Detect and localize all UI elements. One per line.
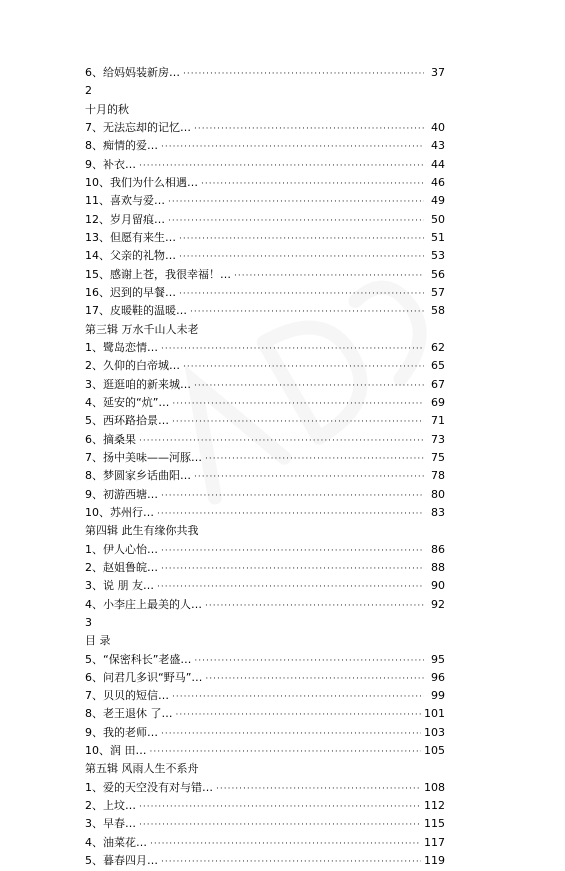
dot-leader [201,175,424,193]
toc-entry-title: 8、梦圆家乡话曲阳… [85,469,191,483]
section-heading: 目 录 [85,634,111,648]
toc-page-number: 80 [431,487,445,501]
toc-entry-title: 17、皮暖鞋的温暖… [85,304,187,318]
toc-entry-title: 12、岁月留痕… [85,212,165,226]
dot-leader [172,688,424,706]
toc-entry [85,284,445,302]
dot-leader [157,578,424,596]
toc-entry [85,651,445,669]
toc-entry [85,229,445,247]
toc-entry [85,705,445,723]
dot-leader [216,780,421,798]
toc-entry [85,192,445,210]
toc-entry-title: 5、西环路拾景… [85,414,169,428]
dot-leader [179,230,424,248]
toc-entry [85,596,445,614]
toc-page-number: 95 [431,652,445,666]
toc-entry-title: 10、润 田… [85,744,147,758]
dot-leader [205,597,424,615]
toc-page-number: 96 [431,670,445,684]
toc-entry [85,412,445,430]
toc-page-number: 69 [431,395,445,409]
toc-page-number: 44 [431,157,445,171]
dot-leader [179,248,424,266]
dot-leader [234,267,424,285]
toc-page-number: 57 [431,285,445,299]
toc-page-number: 46 [431,175,445,189]
toc-entry-title: 7、无法忘却的记忆… [85,120,191,134]
toc-entry [85,486,445,504]
toc-entry-title: 8、痴情的爱… [85,139,158,153]
dot-leader [194,120,424,138]
dot-leader [183,65,424,83]
toc-entry [85,669,445,687]
dot-leader [205,670,424,688]
dot-leader [190,303,424,321]
toc-entry [85,852,445,870]
dot-leader [176,706,422,724]
toc-entry [85,302,445,320]
toc-entry-title: 4、小李庄上最美的人… [85,597,202,611]
dot-leader [168,212,424,230]
toc-entry-title: 9、补衣… [85,157,136,171]
dot-leader [139,798,421,816]
dot-leader [172,413,424,431]
toc-page-number: 65 [431,359,445,373]
toc-page-number: 88 [431,560,445,574]
toc-entry-title: 9、初游西塘… [85,487,158,501]
toc-entry [85,467,445,485]
table-of-contents [85,64,445,870]
toc-entry [85,504,445,522]
toc-page-number: 101 [424,707,445,721]
toc-page-number: 73 [431,432,445,446]
toc-entry-title: 13、但愿有来生… [85,230,176,244]
toc-page-number: 75 [431,450,445,464]
page-marker: 2 [85,84,92,98]
toc-entry [85,137,445,155]
dot-leader [161,487,424,505]
dot-leader [161,853,421,871]
page-marker: 3 [85,615,92,629]
toc-entry [85,724,445,742]
toc-entry-title: 2、上坟… [85,799,136,813]
toc-entry-title: 15、感谢上苍，我很幸福！… [85,267,231,281]
toc-page-number: 108 [424,780,445,794]
toc-entry [85,449,445,467]
toc-page-number: 86 [431,542,445,556]
section-heading: 第三辑 万水千山人未老 [85,322,199,336]
toc-entry-title: 10、苏州行… [85,505,154,519]
toc-entry-title: 1、爱的天空没有对与错… [85,780,213,794]
dot-leader [168,193,424,211]
toc-entry [85,376,445,394]
toc-entry [85,339,445,357]
toc-entry [85,742,445,760]
dot-leader [157,505,424,523]
dot-leader [194,377,424,395]
toc-entry-title: 11、喜欢与爱… [85,194,165,208]
toc-entry [85,211,445,229]
toc-page-number: 92 [431,597,445,611]
toc-entry [85,834,445,852]
dot-leader [172,395,424,413]
toc-entry [85,431,445,449]
dot-leader [150,835,421,853]
toc-entry-title: 16、迟到的早餐… [85,285,176,299]
section-heading: 第五辑 风雨人生不系舟 [85,762,199,776]
section-heading: 十月的秋 [85,102,129,116]
toc-page-number: 62 [431,340,445,354]
toc-entry [85,266,445,284]
toc-entry-title: 3、逛逛咱的新来城… [85,377,191,391]
toc-entry-title: 7、贝贝的短信… [85,689,169,703]
toc-page-number: 37 [431,66,445,79]
toc-entry [85,577,445,595]
toc-entry-title: 6、给妈妈装新房… [85,66,180,79]
toc-entry-title: 6、摘桑果 [85,432,136,446]
toc-page-number: 51 [431,230,445,244]
toc-page-number: 67 [431,377,445,391]
toc-page-number: 117 [424,835,445,849]
dot-leader [194,468,424,486]
toc-page-number: 40 [431,120,445,134]
toc-entry [85,119,445,137]
toc-entry [85,687,445,705]
dot-leader [161,725,421,743]
toc-page-number: 115 [424,817,445,831]
toc-entry-title: 1、鹭岛恋情… [85,340,158,354]
dot-leader [205,450,424,468]
toc-entry [85,559,445,577]
toc-entry [85,64,445,82]
section-heading: 第四辑 此生有缘你共我 [85,524,199,538]
dot-leader [183,358,424,376]
toc-entry-title: 4、延安的“炕”… [85,395,170,409]
toc-entry-title: 7、扬中美味——河豚… [85,450,202,464]
toc-page-number: 78 [431,469,445,483]
toc-entry-title: 5、暮春四月… [85,854,158,868]
toc-entry-title: 4、油菜花… [85,835,147,849]
dot-leader [161,340,424,358]
toc-entry [85,357,445,375]
toc-page-number: 71 [431,414,445,428]
toc-page-number: 119 [424,854,445,868]
toc-entry-title: 2、赵姐鲁皖… [85,560,158,574]
toc-page-number: 83 [431,505,445,519]
toc-page-number: 49 [431,194,445,208]
toc-page-number: 58 [431,304,445,318]
toc-entry [85,156,445,174]
toc-page-number: 50 [431,212,445,226]
toc-page-number: 53 [431,249,445,263]
dot-leader [194,652,424,670]
toc-entry [85,779,445,797]
toc-page-number: 112 [424,799,445,813]
toc-page-number: 90 [431,579,445,593]
toc-entry-title: 10、我们为什么相遇… [85,175,198,189]
dot-leader [150,743,422,761]
toc-entry-title: 6、问君几多识“野马”… [85,670,203,684]
toc-entry [85,815,445,833]
toc-entry-title: 8、老王退休 了… [85,707,173,721]
toc-page-number: 56 [431,267,445,281]
dot-leader [161,560,424,578]
toc-entry-title: 3、早春… [85,817,136,831]
toc-entry [85,247,445,265]
dot-leader [139,432,424,450]
toc-entry-title: 3、说 朋 友… [85,579,154,593]
toc-entry-title: 5、“保密科长”老盛… [85,652,192,666]
dot-leader [161,138,424,156]
toc-entry-title: 14、父亲的礼物… [85,249,176,263]
dot-leader [179,285,424,303]
toc-page-number: 103 [424,725,445,739]
toc-entry [85,174,445,192]
dot-leader [139,816,421,834]
toc-page-number: 105 [424,744,445,758]
dot-leader [139,157,424,175]
toc-page-number: 99 [431,689,445,703]
toc-entry-title: 2、久仰的白帝城… [85,359,180,373]
toc-entry-title: 9、我的老师… [85,725,158,739]
toc-entry-title: 1、伊人心怡… [85,542,158,556]
toc-entry [85,394,445,412]
dot-leader [161,542,424,560]
toc-page-number: 43 [431,139,445,153]
toc-entry [85,541,445,559]
